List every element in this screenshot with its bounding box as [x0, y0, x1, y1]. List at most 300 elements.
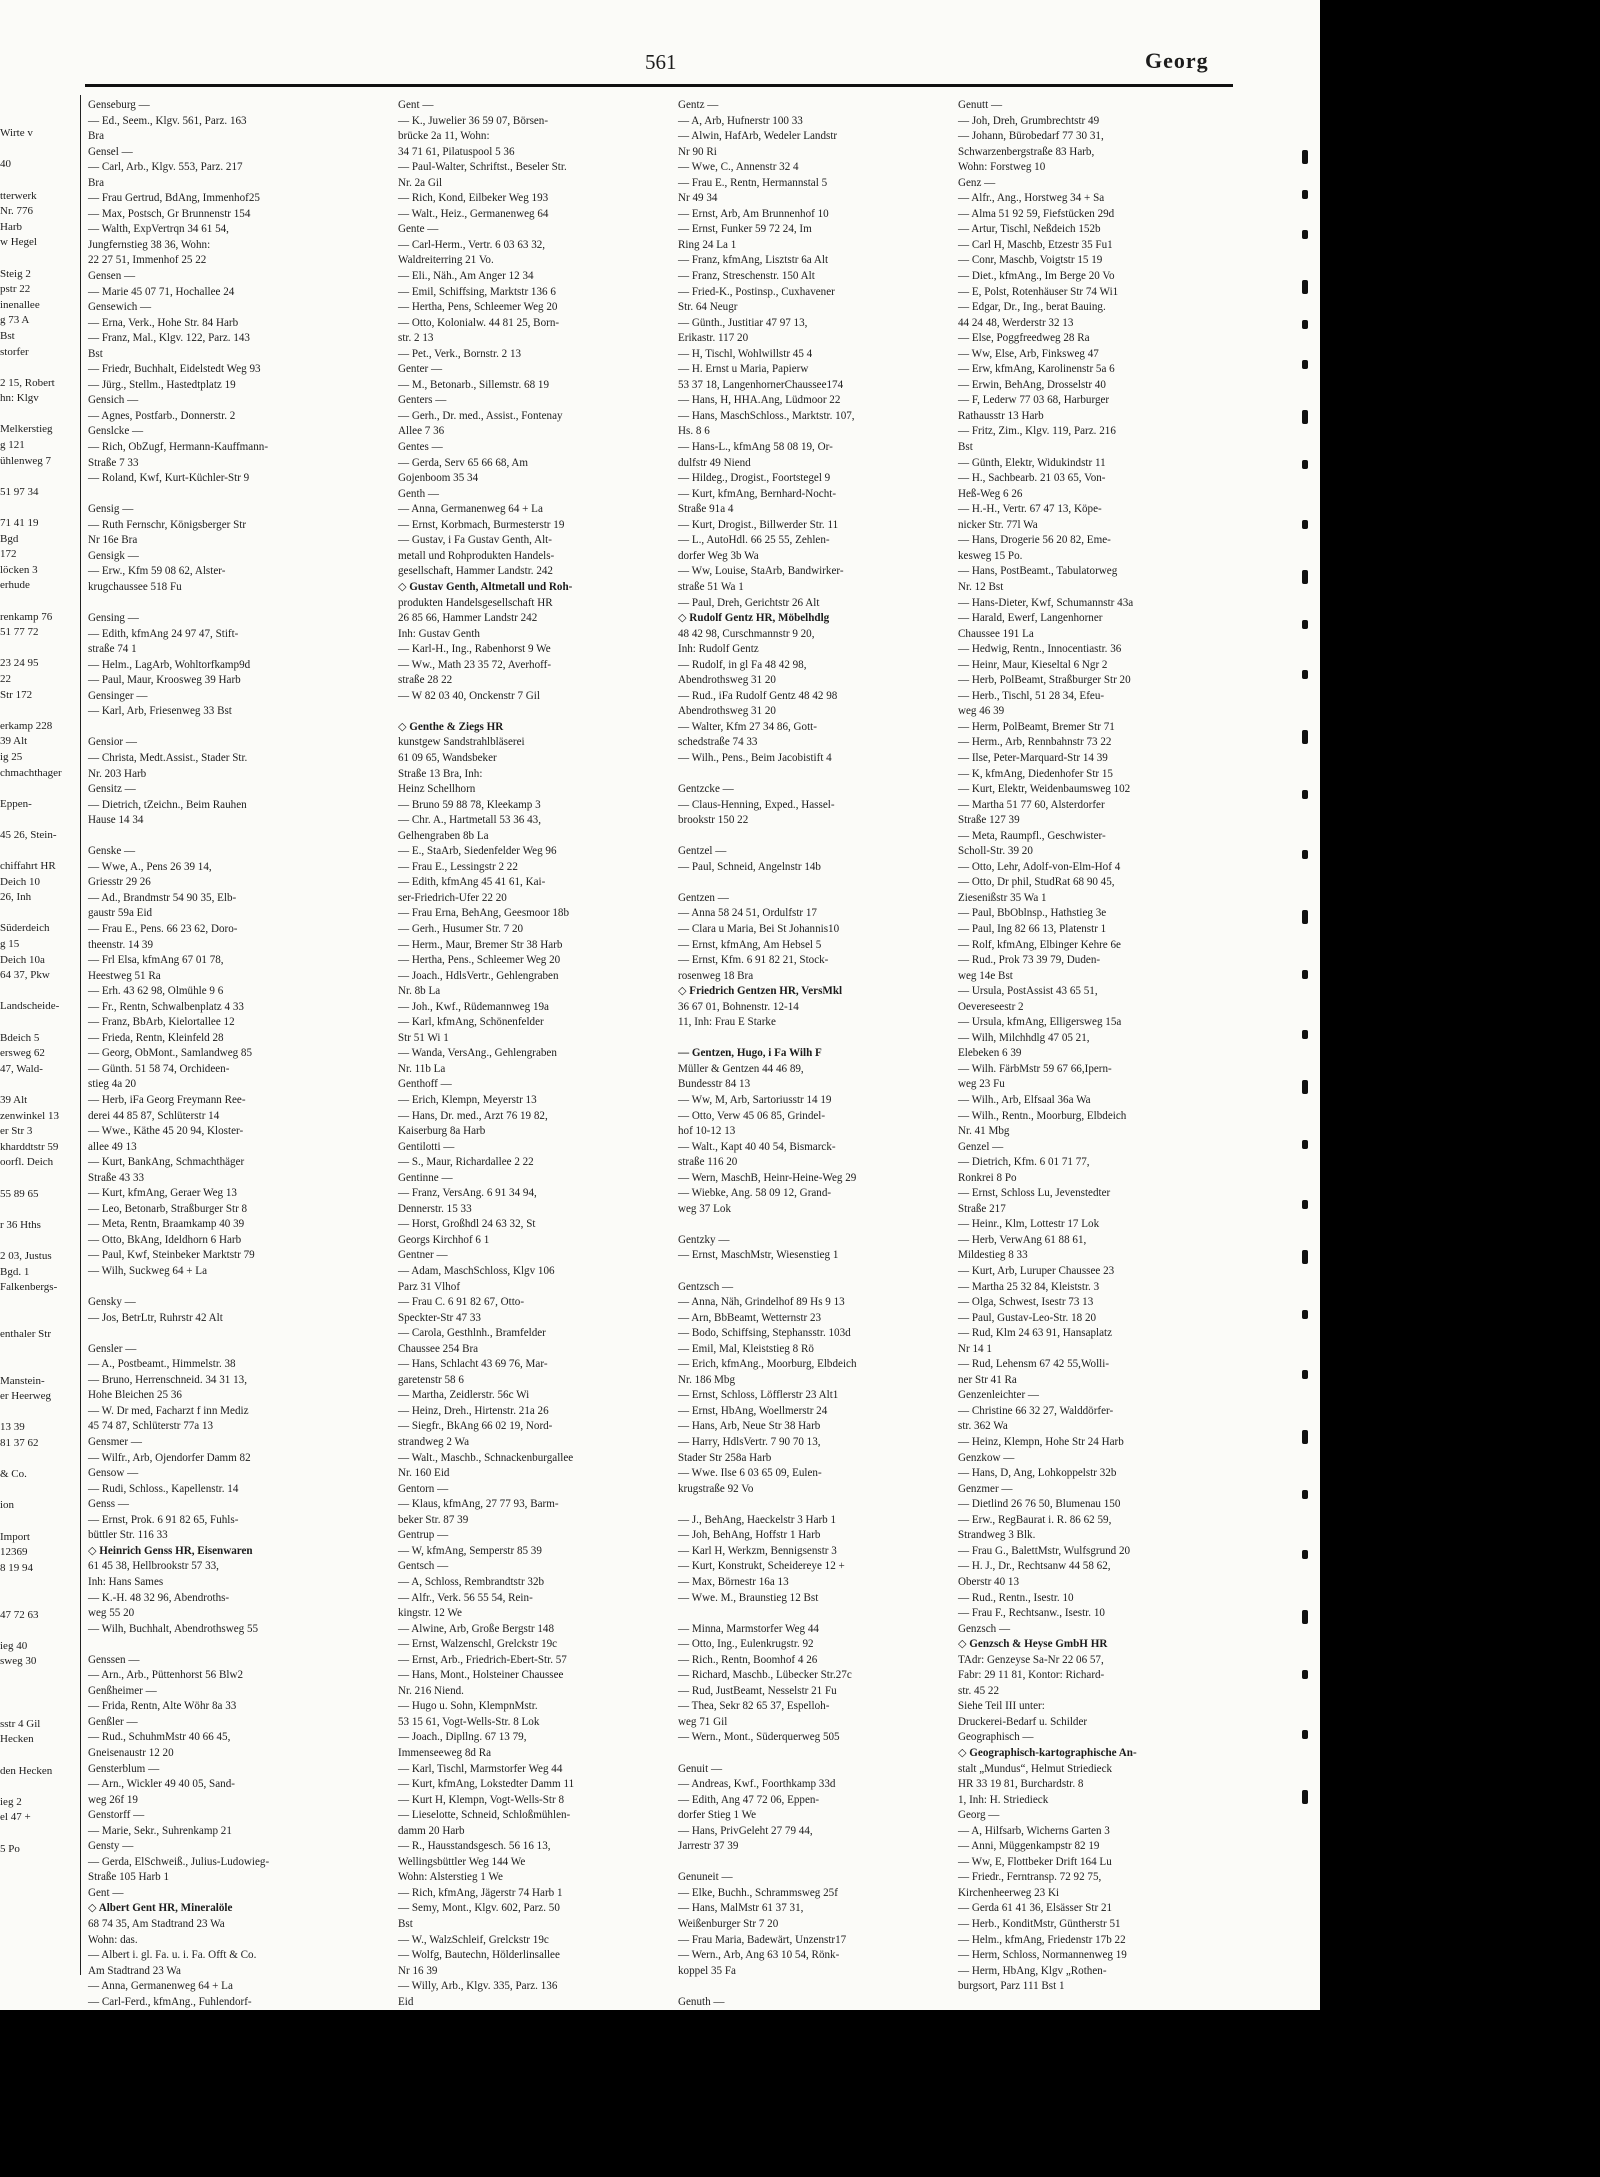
directory-line: krugchaussee 518 Fu [88, 580, 182, 593]
directory-line: dorfer Stieg 1 We [678, 1809, 757, 1822]
directory-line: Heestweg 51 Ra [88, 969, 161, 982]
fragment-line: Deich 10a [0, 953, 45, 966]
directory-line: Hohe Bleichen 25 36 [88, 1389, 182, 1402]
directory-line: Bra [88, 176, 105, 189]
scan-speck [1302, 520, 1308, 529]
directory-line: — Wwe, A., Pens 26 39 14, [88, 860, 212, 873]
fragment-line: Bgd. 1 [0, 1265, 30, 1278]
directory-line: Chaussee 254 Bra [398, 1342, 479, 1355]
fragment-line [0, 1311, 78, 1327]
directory-line: Siehe Teil III unter: [958, 1700, 1045, 1713]
directory-line: — Anna, Germanenweg 64 + La [88, 1980, 233, 1993]
fragment-line: ieg 40 [0, 1639, 28, 1652]
directory-line: straße 116 20 [678, 1156, 738, 1169]
directory-line: Genske — [88, 845, 136, 858]
fragment-line: 51 77 72 [0, 626, 39, 639]
directory-line: — Ernst, Funker 59 72 24, Im [678, 223, 812, 236]
directory-line: — Heinr, Maur, Kieseltal 6 Ngr 2 [958, 658, 1108, 671]
directory-line: derei 44 85 87, Schlüterstr 14 [88, 1109, 220, 1122]
directory-line: ser-Friedrich-Ufer 22 20 [398, 891, 507, 904]
directory-line [678, 829, 943, 845]
directory-line: — Martha 51 77 60, Alsterdorfer [958, 798, 1105, 811]
directory-line: Straße 105 Harb 1 [88, 1871, 170, 1884]
fragment-line [0, 360, 78, 376]
directory-line: — Otto, Ing., Eulenkrugstr. 92 [678, 1638, 814, 1651]
scan-speck [1302, 230, 1308, 239]
directory-line: — Paul-Walter, Schriftst., Beseler Str. [398, 161, 567, 174]
directory-line: Nr. 216 Niend. [398, 1684, 464, 1697]
directory-line: — Joh, BehAng, Hoffstr 1 Harb [678, 1529, 821, 1542]
directory-line: ◇ Genthe & Ziegs HR [398, 720, 504, 733]
directory-line: — Minna, Marmstorfer Weg 44 [678, 1622, 819, 1635]
directory-line [88, 720, 353, 736]
directory-line: — Marie, Sekr., Suhrenkamp 21 [88, 1824, 232, 1837]
directory-line: Gentorn — [398, 1482, 449, 1495]
directory-line: Dennerstr. 15 33 [398, 1202, 472, 1215]
directory-line: — Rolf, kfmAng, Elbinger Kehre 6e [958, 938, 1121, 951]
scan-speck [1302, 570, 1308, 584]
directory-line: Speckter-Str 47 33 [398, 1311, 481, 1324]
directory-line [88, 829, 353, 845]
directory-line: Gentzky — [678, 1233, 730, 1246]
directory-line: — Wilfr., Arb, Ojendorfer Damm 82 [88, 1451, 251, 1464]
directory-line: — Karl, Arb, Friesenweg 33 Bst [88, 705, 232, 718]
directory-line: — Walter, Kfm 27 34 86, Gott- [678, 720, 817, 733]
fragment-line: er Heerweg [0, 1390, 51, 1403]
directory-line: burgsort, Parz 111 Bst 1 [958, 1980, 1065, 1993]
directory-line: — Karl H, Werkzm, Bennigsenstr 3 [678, 1544, 837, 1557]
directory-line: — Friedr, Buchhalt, Eidelstedt Weg 93 [88, 363, 261, 376]
directory-line: — Helm., kfmAng, Friedenstr 17b 22 [958, 1933, 1126, 1946]
directory-line: — Karl, Tischl, Marmstorfer Weg 44 [398, 1762, 563, 1775]
directory-line: — Wilh., Rentn., Moorburg, Elbdeich [958, 1109, 1127, 1122]
directory-line: Chaussee 191 La [958, 627, 1034, 640]
directory-line: — Elke, Buchh., Schrammsweg 25f [678, 1886, 838, 1899]
directory-line: — Rud, Lehensm 67 42 55,Wolli- [958, 1358, 1110, 1371]
directory-line: Gojenboom 35 34 [398, 472, 479, 485]
fragment-line: Landscheide- [0, 1000, 60, 1013]
scan-speck [1302, 670, 1308, 679]
directory-line: Genslcke — [88, 425, 144, 438]
directory-line: stalt „Mundus“, Helmut Striedieck [958, 1762, 1113, 1775]
directory-line [398, 704, 663, 720]
scan-speck [1302, 1310, 1308, 1319]
directory-line: brücke 2a 11, Wohn: [398, 130, 490, 143]
directory-line: Gensterblum — [88, 1762, 160, 1775]
directory-line: — Horst, Großhdl 24 63 32, St [398, 1218, 536, 1231]
directory-line: Kirchenheerweg 23 Ki [958, 1886, 1060, 1899]
directory-line: — Helm., LagArb, Wohltorfkamp9d [88, 658, 251, 671]
directory-line: — Gerda 61 41 36, Elsässer Str 21 [958, 1902, 1113, 1915]
directory-line: — Edith, kfmAng 45 41 61, Kai- [398, 876, 546, 889]
directory-line: — Rich, kfmAng, Jägerstr 74 Harb 1 [398, 1886, 563, 1899]
directory-line: — Wwe. M., Braunstieg 12 Bst [678, 1591, 819, 1604]
directory-line: Parz 31 Vlhof [398, 1280, 461, 1293]
directory-line: — E, Polst, Rotenhäuser Str 74 Wi1 [958, 285, 1119, 298]
directory-line: — L., AutoHdl. 66 25 55, Zehlen- [678, 534, 830, 547]
directory-line: — Rud., iFa Rudolf Gentz 48 42 98 [678, 689, 838, 702]
directory-line: Gensing — [88, 612, 139, 625]
directory-line: Straße 91a 4 [678, 503, 734, 516]
directory-line: — Kurt, Konstrukt, Scheidereye 12 + [678, 1560, 845, 1573]
directory-line: — Conr, Maschb, Voigtstr 15 19 [958, 254, 1103, 267]
fragment-line: tterwerk [0, 189, 37, 202]
directory-line: Gensig — [88, 503, 134, 516]
directory-line: — Ruth Fernschr, Königsberger Str [88, 518, 247, 531]
directory-line: Inh: Hans Sames [88, 1575, 164, 1588]
fragment-line: r 36 Hths [0, 1218, 41, 1231]
directory-line: — Anna, Germanenweg 64 + La [398, 503, 543, 516]
directory-line: Genzenleichter — [958, 1389, 1040, 1402]
directory-line: — Hans, Dr. med., Arzt 76 19 82, [398, 1109, 548, 1122]
directory-line: Abendrothsweg 31 20 [678, 674, 776, 687]
directory-line: Nr. 8b La [398, 985, 441, 998]
directory-line: — Meta, Rentn, Braamkamp 40 39 [88, 1218, 245, 1231]
fragment-line: hn: Klgv [0, 392, 39, 405]
directory-line: — Franz, Streschenstr. 150 Alt [678, 270, 815, 283]
fragment-line: inenallee [0, 298, 40, 311]
directory-line: Strandweg 3 Blk. [958, 1529, 1036, 1542]
directory-line: 22 27 51, Immenhof 25 22 [88, 254, 207, 267]
directory-line: ◇ Geographisch-kartographische An- [958, 1746, 1137, 1759]
directory-line: — Ernst, Korbmach, Burmesterstr 19 [398, 518, 565, 531]
directory-line: Allee 7 36 [398, 425, 445, 438]
fragment-line: Str 172 [0, 688, 33, 701]
directory-line: — Dietlind 26 76 50, Blumenau 150 [958, 1498, 1121, 1511]
directory-line: — H. Ernst u Maria, Papierw [678, 363, 809, 376]
directory-line: Nr. 160 Eid [398, 1467, 450, 1480]
directory-line: — Kurt H, Klempn, Vogt-Wells-Str 8 [398, 1793, 565, 1806]
directory-line: — Max, Postsch, Gr Brunnenstr 154 [88, 207, 251, 220]
scan-speck [1302, 1140, 1308, 1149]
fragment-line: sstr 4 Gil [0, 1717, 41, 1730]
fragment-line: oorfl. Deich [0, 1156, 54, 1169]
directory-line: — Dietrich, Kfm. 6 01 71 77, [958, 1156, 1090, 1169]
directory-line [678, 1264, 943, 1280]
fragment-line [0, 1592, 78, 1608]
directory-line: — F, Lederw 77 03 68, Harburger [958, 394, 1110, 407]
directory-line: — Pet., Verk., Bornstr. 2 13 [398, 347, 522, 360]
directory-line: Genter — [398, 363, 443, 376]
directory-line: Wohn: Alsterstieg 1 We [398, 1871, 503, 1884]
directory-line: Jarrestr 37 39 [678, 1840, 739, 1853]
directory-line: — Frau Gertrud, BdAng, Immenhof25 [88, 192, 260, 205]
directory-line: — Frau E., Rentn, Hermannstal 5 [678, 176, 828, 189]
directory-line: — Martha 25 32 84, Kleiststr. 3 [958, 1280, 1100, 1293]
directory-line: — Erw., RegBaurat i. R. 86 62 59, [958, 1513, 1112, 1526]
directory-line: — Ernst, Arb., Friedrich-Ebert-Str. 57 [398, 1653, 567, 1666]
directory-line: Gensior — [88, 736, 137, 749]
directory-line: Rathausstr 13 Harb [958, 409, 1044, 422]
fragment-line: g 15 [0, 938, 20, 951]
directory-line: — W 82 03 40, Onckenstr 7 Gil [398, 689, 540, 702]
fragment-line [0, 251, 78, 267]
scan-speck [1302, 1670, 1308, 1679]
directory-line: — Martha, Zeidlerstr. 56c Wi [398, 1389, 530, 1402]
directory-line: Fabr: 29 11 81, Kontor: Richard- [958, 1669, 1105, 1682]
directory-line: Wohn: Forstweg 10 [958, 161, 1046, 174]
directory-line: — Walt., Heiz., Germanenweg 64 [398, 207, 549, 220]
directory-line: — Jos, BetrLtr, Ruhrstr 42 Alt [88, 1311, 223, 1324]
directory-line: str. 2 13 [398, 332, 434, 345]
directory-line: — Herm, HbAng, Klgv „Rothen- [958, 1964, 1107, 1977]
directory-line [88, 1280, 353, 1296]
directory-line: nicker Str. 77l Wa [958, 518, 1038, 531]
directory-line: — Paul, Ing 82 66 13, Platenstr 1 [958, 922, 1107, 935]
fragment-line [0, 1296, 78, 1312]
directory-line: — Gerh., Husumer Str. 7 20 [398, 922, 524, 935]
directory-line: — Richard, Maschb., Lübecker Str.27c [678, 1669, 852, 1682]
directory-line: — Wilh., Pens., Beim Jacobistift 4 [678, 751, 832, 764]
directory-line: HR 33 19 81, Burchardstr. 8 [958, 1778, 1084, 1791]
directory-line: — Clara u Maria, Bei St Johannis10 [678, 922, 840, 935]
directory-line: — Ww, M, Arb, Sartoriusstr 14 19 [678, 1094, 832, 1106]
fragment-line [0, 500, 78, 516]
fragment-line: zenwinkel 13 [0, 1109, 59, 1122]
directory-line: Gentsch — [398, 1560, 449, 1573]
directory-line: — Kurt, BankAng, Schmachthäger [88, 1156, 245, 1169]
directory-line: — Otto, BkAng, Ideldhorn 6 Harb [88, 1233, 242, 1246]
directory-line: Wohn: das. [88, 1933, 138, 1946]
scan-speck [1302, 730, 1308, 744]
fragment-line: chmachthager [0, 766, 62, 779]
directory-line: weg 37 Lok [678, 1202, 731, 1215]
scan-speck [1302, 1370, 1308, 1379]
scan-speck [1302, 790, 1308, 799]
directory-line: — Fritz, Zim., Klgv. 119, Parz. 216 [958, 425, 1116, 438]
scan-speck [1302, 1430, 1308, 1444]
directory-line: ◇ Genzsch & Heyse GmbH HR [958, 1638, 1108, 1651]
directory-line: — Herm, Schloss, Normannenweg 19 [958, 1949, 1127, 1962]
directory-line: Gente — [398, 223, 439, 236]
directory-line: Oberstr 40 13 [958, 1575, 1020, 1588]
scan-speck [1302, 150, 1308, 164]
directory-line: Genssen — [88, 1653, 140, 1666]
directory-line: — Thea, Sekr 82 65 37, Espelloh- [678, 1700, 830, 1713]
directory-line: — Rudi, Schloss., Kapellenstr. 14 [88, 1482, 239, 1495]
directory-line: — Willy, Arb., Klgv. 335, Parz. 136 [398, 1980, 558, 1993]
directory-line: — Frau Maria, Badewärt, Unzenstr17 [678, 1933, 847, 1946]
directory-line: garetenstr 58 6 [398, 1373, 464, 1386]
directory-line: 1, Inh: H. Striedieck [958, 1793, 1049, 1806]
directory-line: Gentilotti — [398, 1140, 455, 1153]
directory-line: Genzel — [958, 1140, 1004, 1153]
directory-line: — Fried-K., Postinsp., Cuxhavener [678, 285, 835, 298]
fragment-line [0, 469, 78, 485]
directory-line: — Edith, kfmAng 24 97 47, Stift- [88, 627, 239, 640]
directory-line: straße 74 1 [88, 643, 137, 656]
scan-background-bottom [0, 2010, 1320, 2177]
fragment-line: ühlenweg 7 [0, 454, 52, 467]
directory-line: — Olga, Schwest, Isestr 73 13 [958, 1296, 1094, 1309]
directory-line: Ronkrei 8 Po [958, 1171, 1017, 1184]
directory-line: — Roland, Kwf, Kurt-Küchler-Str 9 [88, 472, 250, 485]
directory-line: — Wanda, VersAng., Gehlengraben [398, 1047, 557, 1060]
fragment-line [0, 95, 78, 111]
directory-line: — Christine 66 32 27, Walddörfer- [958, 1404, 1114, 1417]
directory-line: — Heinz, Klempn, Hohe Str 24 Harb [958, 1436, 1124, 1449]
directory-line: — Otto, Verw 45 06 85, Grindel- [678, 1109, 826, 1122]
directory-line [88, 596, 353, 612]
directory-line: — Karl, kfmAng, Schönenfelder [398, 1016, 544, 1029]
directory-line: 36 67 01, Bohnenstr. 12-14 [678, 1000, 799, 1013]
directory-line: — Kurt, kfmAng, Geraer Weg 13 [88, 1187, 237, 1200]
scan-speck [1302, 280, 1308, 294]
fragment-line: 64 37, Pkw [0, 969, 50, 982]
directory-line: — Wilh, Milchhdlg 47 05 21, [958, 1031, 1090, 1044]
scan-speck [1302, 1790, 1308, 1804]
directory-line: Gentrup — [398, 1529, 449, 1542]
fragment-line [0, 407, 78, 423]
directory-line: Genzmer — [958, 1482, 1013, 1495]
fragment-line: Nr. 776 [0, 205, 33, 218]
scan-speck [1302, 460, 1308, 469]
directory-line: — A, Schloss, Rembrandtstr 32b [398, 1575, 545, 1588]
directory-line [678, 1855, 943, 1871]
directory-line: Müller & Gentzen 44 46 89, [678, 1062, 804, 1075]
directory-line: — Ww, Else, Arb, Finksweg 47 [958, 347, 1099, 360]
directory-line: Genseburg — [88, 99, 150, 111]
fragment-line: 22 [0, 672, 11, 685]
directory-line: — Wwe. Ilse 6 03 65 09, Eulen- [678, 1467, 822, 1480]
directory-line: — Joach., Dipllng. 67 13 79, [398, 1731, 527, 1744]
directory-line: — Hans-Dieter, Kwf, Schumannstr 43a [958, 596, 1134, 609]
directory-line: — Rud., Rentn., Isestr. 10 [958, 1591, 1074, 1604]
directory-line: 53 37 18, LangenhornerChaussee174 [678, 378, 844, 391]
fragment-line: chiffahrt HR [0, 860, 56, 873]
directory-line: — Anna, Näh, Grindelhof 89 Hs 9 13 [678, 1296, 845, 1309]
directory-line: 68 74 35, Am Stadtrand 23 Wa [88, 1917, 225, 1930]
directory-line: — H.-H., Vertr. 67 47 13, Köpe- [958, 503, 1102, 516]
directory-column-1 [88, 98, 353, 2088]
directory-line: Gensich — [88, 394, 139, 407]
directory-line [678, 767, 943, 783]
directory-line: — Bruno, Herrenschneid. 34 31 13, [88, 1373, 247, 1386]
directory-line: Bst [88, 347, 103, 360]
directory-line: — Harald, Ewerf, Langenhorner [958, 612, 1103, 625]
directory-line: — W. Dr med, Facharzt f inn Mediz [88, 1404, 249, 1417]
directory-line: — Frau F., Rechtsanw., Isestr. 10 [958, 1607, 1105, 1620]
fragment-line [0, 844, 78, 860]
fragment-line: g 121 [0, 439, 25, 452]
directory-line: — Hans, H, HHA.Ang, Lüdmoor 22 [678, 394, 841, 407]
fragment-line: enthaler Str [0, 1327, 52, 1340]
directory-line: — Wilh. FärbMstr 59 67 66,Ipern- [958, 1062, 1112, 1075]
directory-line: hof 10-12 13 [678, 1125, 736, 1138]
directory-line: Nr. 41 Mbg [958, 1125, 1010, 1138]
directory-line: Erikastr. 117 20 [678, 332, 749, 345]
fragment-line: erhude [0, 579, 30, 592]
directory-line: — Erw, kfmAng, Karolinenstr 5a 6 [958, 363, 1115, 376]
fragment-line [0, 984, 78, 1000]
fragment-line: Deich 10 [0, 875, 41, 888]
directory-line: Genutt — [958, 99, 1003, 111]
fragment-line: 23 24 95 [0, 657, 39, 670]
directory-line: — Chr. A., Hartmetall 53 36 43, [398, 814, 541, 827]
fragment-line: den Hecken [0, 1764, 53, 1777]
directory-line: — A., Postbeamt., Himmelstr. 38 [88, 1358, 236, 1371]
directory-line: weg 55 20 [88, 1607, 135, 1620]
directory-line: 48 42 98, Curschmannstr 9 20, [678, 627, 815, 640]
directory-line: — Herm, PolBeamt, Bremer Str 71 [958, 720, 1115, 733]
fragment-line: 51 97 34 [0, 485, 39, 498]
directory-line: Schwarzenbergstraße 83 Harb, [958, 145, 1095, 158]
directory-line: Gensen — [88, 270, 136, 283]
directory-line: — H. J., Dr., Rechtsanw 44 58 62, [958, 1560, 1111, 1573]
directory-line: Gensitz — [88, 783, 136, 796]
fragment-line: erkamp 228 [0, 719, 53, 732]
directory-line: — Emil, Mal, Kleiststieg 8 Rö [678, 1342, 814, 1355]
scan-speck [1302, 360, 1308, 369]
fragment-line [0, 781, 78, 797]
directory-line: Genuit — [678, 1762, 723, 1775]
directory-line: — Anni, Müggenkampstr 82 19 [958, 1840, 1100, 1853]
fragment-line [0, 1202, 78, 1218]
directory-line: damm 20 Harb [398, 1824, 465, 1837]
directory-line: — A, Hilfsarb, Wicherns Garten 3 [958, 1824, 1110, 1837]
directory-line: — E., StaArb, Siedenfelder Weg 96 [398, 845, 557, 858]
running-headword: Georg [1145, 48, 1209, 73]
fragment-line: Bst [0, 329, 15, 342]
directory-line: — Paul, Maur, Kroosweg 39 Harb [88, 674, 241, 687]
directory-line: Nr 14 1 [958, 1342, 992, 1355]
directory-line: Str. 64 Neugr [678, 301, 738, 314]
fragment-line [0, 906, 78, 922]
directory-line: — Andreas, Kwf., Foorthkamp 33d [678, 1778, 836, 1791]
directory-line: Kaiserburg 8a Harb [398, 1125, 486, 1138]
directory-line: — Hans, Schlacht 43 69 76, Mar- [398, 1358, 548, 1371]
directory-line: — Klaus, kfmAng, 27 77 93, Barm- [398, 1498, 559, 1511]
fragment-line: ersweg 62 [0, 1047, 45, 1060]
fragment-line [0, 1514, 78, 1530]
directory-line: — Hans, MalMstr 61 37 31, [678, 1902, 804, 1915]
directory-line: Straße 127 39 [958, 814, 1020, 827]
fragment-line: Bgd [0, 532, 19, 545]
directory-line: — Kurt, Drogist., Billwerder Str. 11 [678, 518, 839, 531]
directory-line: — Wwe., Käthe 45 20 94, Kloster- [88, 1125, 244, 1138]
fragment-line [0, 1171, 78, 1187]
scan-speck [1302, 970, 1308, 979]
directory-line: — Hertha, Pens., Schleemer Weg 20 [398, 954, 561, 967]
directory-line: büttler Str. 116 33 [88, 1529, 168, 1542]
directory-line: — Gustav, i Fa Gustav Genth, Alt- [398, 534, 552, 547]
directory-line: — Rich, Kond, Eilbeker Weg 193 [398, 192, 549, 205]
fragment-line [0, 1686, 78, 1702]
directory-line: Nr. 2a Gil [398, 176, 443, 189]
directory-line: Oevereseestr 2 [958, 1000, 1024, 1013]
fragment-line [0, 1233, 78, 1249]
directory-line: metall und Rohprodukten Handels- [398, 549, 555, 562]
directory-line: weg 26f 19 [88, 1793, 138, 1806]
directory-line: Gentner — [398, 1249, 448, 1262]
directory-line: — Karl-H., Ing., Rabenhorst 9 We [398, 643, 551, 656]
directory-line: — Hans, Mont., Holsteiner Chaussee [398, 1669, 564, 1682]
directory-line: Hs. 8 6 [678, 425, 710, 438]
directory-line: — Alwine, Arb, Große Bergstr 148 [398, 1622, 555, 1635]
directory-line: — Hans-L., kfmAng 58 08 19, Or- [678, 441, 833, 454]
fragment-line [0, 1358, 78, 1374]
scan-speck [1302, 910, 1308, 924]
directory-line: — Herb, PolBeamt, Straßburger Str 20 [958, 674, 1131, 687]
directory-line: — S., Maur, Richardallee 2 22 [398, 1156, 534, 1169]
directory-line: Gensky — [88, 1296, 136, 1309]
directory-line: Heß-Weg 6 26 [958, 487, 1023, 500]
fragment-line: 26, Inh [0, 891, 32, 904]
directory-line: — Eli., Näh., Am Anger 12 34 [398, 270, 534, 283]
fragment-line: Eppen- [0, 797, 32, 810]
directory-line: — Georg, ObMont., Samlandweg 85 [88, 1047, 253, 1060]
directory-line: — Christa, Medt.Assist., Stader Str. [88, 751, 248, 764]
